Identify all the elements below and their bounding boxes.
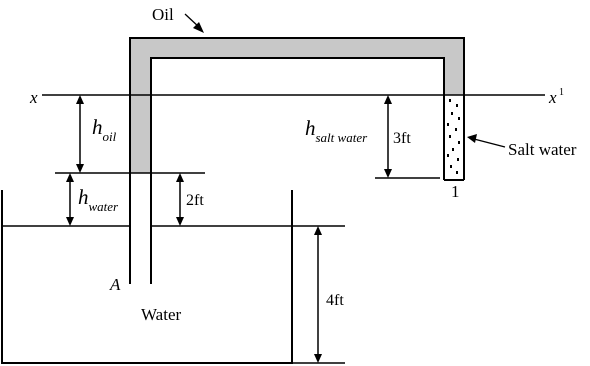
label-point-1: 1 [451,182,460,201]
label-h-water: $h_{water}$ [78,185,119,214]
salt-water-fill [447,99,460,174]
dimension-2ft [176,173,184,226]
label-4ft: 4ft [326,292,344,309]
label-3ft: 3ft [393,130,411,147]
label-oil: Oil [152,5,174,24]
label-x-left: x [30,88,38,107]
h-oil-dimension [76,95,84,173]
label-salt-water: Salt water [508,140,577,159]
label-h-salt-water: $h_{salt water}$ [305,116,368,145]
label-2ft: 2ft [186,192,204,209]
label-point-a: A [110,275,121,294]
water-tank [2,190,292,363]
label-x-right-superscript: 1 [559,87,564,98]
label-h-oil: $h_{oil}$ [92,115,117,144]
dimension-4ft [314,226,322,363]
tube-outer-wall [130,38,464,284]
salt-water-arrow-shaft [474,139,505,147]
tube-inner-wall [151,58,444,284]
label-water: Water [141,305,182,324]
salt-water-arrow-head [467,134,477,143]
label-x-right: x [549,88,557,107]
h-water-dimension [66,173,74,226]
h-salt-water-dimension [384,95,392,178]
